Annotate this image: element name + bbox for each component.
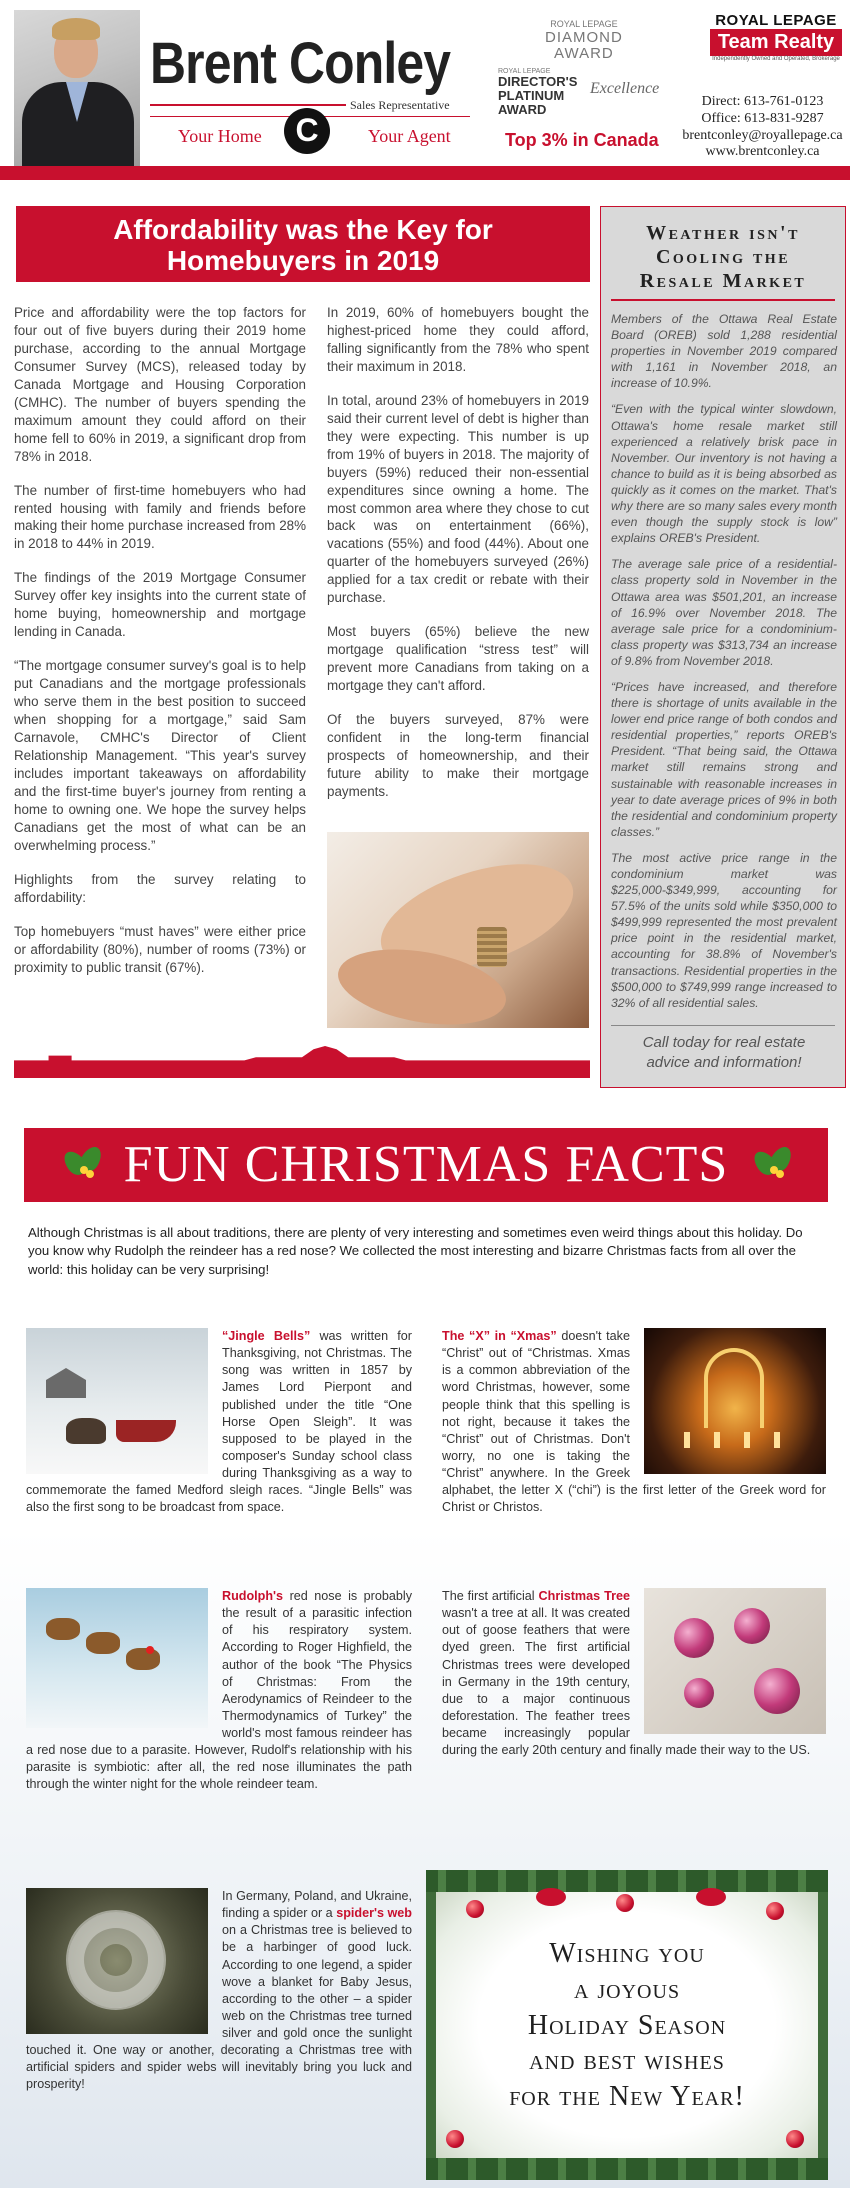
diamond-award-title: DIAMOND (545, 28, 623, 46)
sidebar-paragraph: “Prices have increased, and therefore there is shortage of units available in the lower end price range of both condos and residential properties,” reports OREB's President. “That being said, the Ottawa market still remains strong and sustainable with reasonable increases in year to date average prices of 9% in both the residential and condominium property classes.” (611, 679, 837, 839)
ornament-icon (446, 2130, 464, 2148)
sidebar-divider (611, 299, 835, 301)
agent-photo (14, 10, 140, 166)
fact-highlight: “Jingle Bells” (222, 1329, 311, 1343)
agent-title: Sales Representative (350, 98, 450, 112)
bow-icon (696, 1888, 726, 1906)
platinum-award-line2: PLATINUM (498, 87, 565, 103)
sidebar-title-line1: Weather isn't (646, 222, 800, 244)
platinum-award-line1: DIRECTOR'S (498, 74, 578, 90)
spider-web-ornament-photo (26, 1888, 208, 2034)
diamond-award-small: ROYAL LEPAGE (550, 19, 618, 29)
excellence-award: Excellence (590, 80, 660, 97)
article-title-line1: Affordability was the Key for (113, 214, 493, 245)
greeting-text (456, 1936, 798, 2115)
article-paragraph: In 2019, 60% of homebuyers bought the highest-priced home they could afford, falling significantly from the 78% who spent their maximum in 2018. (327, 305, 589, 374)
church-candles-photo (644, 1328, 826, 1474)
sidebar-box (600, 206, 846, 1088)
ornaments-photo (644, 1588, 826, 1734)
article-section (0, 180, 850, 1090)
article-title (16, 206, 590, 282)
greeting-line2: a joyous (573, 1973, 681, 2005)
article-column-1 (14, 304, 306, 992)
sidebar-title (601, 221, 845, 293)
article-paragraph: Most buyers (65%) believe the new mortgage qualification “stress test” will prevent more Canadians from taking on a mortgage they can't afford. (327, 624, 589, 694)
direct-label: Direct: (701, 94, 741, 109)
article-paragraph: The number of first-time homebuyers who had rented housing with family and friends before making their home purchase increased from 28% in 2018 to 44% in 2019. (14, 482, 306, 552)
website-link[interactable]: www.brentconley.ca (705, 144, 820, 160)
article-paragraph: In total, around 23% of homebuyers in 2019 said their current level of debt is higher than they were expecting. This number is up from 19% of buyers in 2018. The majority of buyers (59%) reduced their non-essential expenditures since owning a home. The most common area where they chose to cut back was on entertainment (66%), vacations (55%) and food (44%). About one quarter of the homebuyers surveyed (26%) applied for a tax credit or rebate with their purchase. (327, 392, 589, 606)
holly-icon (64, 1144, 104, 1184)
brokerage-logo (710, 12, 842, 62)
office-phone[interactable]: 613-831-9287 (744, 110, 824, 126)
agent-logo-icon: C (284, 108, 330, 154)
fact-text: red nose is probably the result of a parasitic infection of his respiratory system. According to Roger Highfield, the author of the book “The Physics of Christmas: From the Aerodynamics of Reindeer to the Thermodynamics of Turkey” the world's most famous reindeer has a red nose due to a parasite. However, Rudolf's relationship with his parasite is symbiotic: after all, the red nose illuminates the path through the winter night for the whole reindeer team. (26, 1589, 412, 1792)
sidebar-paragraph: “Even with the typical winter slowdown, Ottawa's home resale market still experienced a relatively brisk pace in November. Our inventory is not having a chance to build as it is being absorbed as quickly as it comes on the market. That's why there are so many sales every month even though the supply stock is low” explains OREB's President. (611, 402, 837, 546)
greeting-line4: and best wishes (529, 2045, 725, 2077)
direct-phone[interactable]: 613-761-0123 (744, 94, 824, 109)
sleigh-painting (26, 1328, 208, 1474)
platinum-award (498, 68, 577, 116)
fact-xmas (442, 1328, 826, 1516)
bow-icon (536, 1888, 566, 1906)
christmas-banner (24, 1128, 828, 1202)
top-rank: Top 3% in Canada (505, 130, 659, 150)
fact-christmas-tree (442, 1588, 826, 1759)
brokerage-sub: Independently Owned and Operated, Brokerage (712, 56, 840, 62)
fact-highlight: spider's web (336, 1906, 412, 1921)
christmas-section (0, 1090, 850, 2188)
garland-bottom (426, 2158, 828, 2180)
platinum-award-small: ROYAL LEPAGE (498, 68, 551, 75)
christmas-title: FUN CHRISTMAS FACTS (123, 1136, 729, 1193)
greeting-line1: Wishing you (549, 1938, 705, 1969)
ornament-icon (786, 2130, 804, 2148)
ornament-icon (466, 1900, 484, 1918)
disclaimer: Not intended to solicit properties currently listed for sale. (380, 1078, 567, 1087)
reindeer-illustration (26, 1588, 208, 1728)
article-paragraph: Highlights from the survey relating to affordability: (14, 871, 306, 905)
fact-rudolph (26, 1588, 412, 1794)
ornament-icon (766, 1902, 784, 1920)
fact-text: The first artificial (442, 1589, 539, 1603)
christmas-intro: Although Christmas is all about traditions, there are plenty of very interesting and sometimes even weird things about this holiday. Do you know why Rudolph the reindeer has a red nose? We collected the most interesting and bizarre Christmas facts from all over the world: this holiday can be very surprising! (28, 1225, 803, 1277)
article-paragraph: Price and affordability were the top factors for four out of five buyers during their 2019 home purchase, according to the annual Mortgage Consumer Survey (MCS), released today by Canada Mortgage and Housing Corporation (CMHC). The number of buyers spending the maximum amount they could afford on their home fell to 60% in 2019, a significant drop from 78% in 2018. (14, 305, 306, 464)
fact-highlight: Rudolph's (222, 1589, 284, 1603)
tagline-right: Your Agent (368, 126, 451, 146)
ornament-icon (616, 1894, 634, 1912)
fact-highlight: The “X” in “Xmas” (442, 1329, 557, 1343)
fact-text: was written for Thanksgiving, not Christmas. The song was written in 1857 by James Lord Pierpont and published under the title “One Horse Open Sleigh”. It was supposed to be played in the composer's Sunday school class during Thanksgiving as a way to commemorate the famed Medford sleigh races. “Jingle Bells” was also the first song to be broadcast from space. (26, 1329, 412, 1515)
fact-text: on a Christmas tree is believed to be a harbinger of good luck. According to one legend, a spider wove a blanket for Baby Jesus, according to the other – a spider web on the Christmas tree turned silver and gold once the sunlight touched it. One way or another, decorating a Christmas tree with artificial spiders and spider webs will inevitably bring you luck and prosperity! (26, 1923, 412, 2092)
fact-spider-web (26, 1888, 412, 2094)
call-line2: advice and information! (646, 1053, 802, 1071)
header-bar (0, 166, 850, 180)
office-label: Office: (701, 110, 741, 126)
garland-top (426, 1870, 828, 1892)
fact-text: wasn't a tree at all. It was created out of goose feathers that were dyed green. The first artificial Christmas trees were developed in Germany in the 19th century, due to a major continuous deforestation. The feather trees became increasingly popular during the early 20th century and finally made their way to the US. (442, 1606, 811, 1758)
diamond-award-sub: AWARD (554, 45, 614, 63)
fact-text: doesn't take “Christ” out of “Christmas. Xmas is a common abbreviation of the word Christmas, however, some people think that this spelling is not right, because it takes the “Christ” out of Christmas. Don't worry, no one is taking the “Christ” anywhere. In the Greek alphabet, the letter X (“chi”) is the first letter of the Greek word for Christ or Christos. (442, 1329, 826, 1515)
diamond-award (545, 20, 623, 63)
fact-text: In Germany, Poland, and Ukraine, finding a spider or a (222, 1889, 412, 1921)
brokerage-team: Team Realty (710, 29, 842, 56)
article-column-2 (327, 304, 589, 817)
fact-jingle-bells (26, 1328, 412, 1516)
greeting-line3: Holiday Season (527, 2009, 727, 2041)
sidebar-divider-2 (611, 1025, 835, 1026)
holiday-greeting-card (426, 1870, 828, 2180)
brokerage-name: ROYAL LEPAGE (715, 12, 837, 29)
sidebar-call-to-action (611, 1033, 837, 1072)
article-paragraph: The findings of the 2019 Mortgage Consumer Survey offer key insights into the current state of home buying, homeownership and mortgage lending in Canada. (14, 570, 306, 640)
email-link[interactable]: brentconley@royallepage.ca (682, 127, 843, 143)
sidebar-title-line2: Cooling the (655, 246, 791, 268)
article-title-line2: Homebuyers in 2019 (166, 245, 440, 277)
platinum-award-line3: AWARD (498, 101, 547, 117)
sidebar-paragraph: The most active price range in the condominium market was $225,000-$349,999, accounting for 57.5% of the units sold while $350,000 to $499,999 represented the most prevalent price point in the residential market, accounting for 38.8% of November's transactions. Residential properties in the $500,000 to $749,999 range increased to 32% of all residential sales. (611, 850, 837, 1010)
article-paragraph: Top homebuyers “must haves” were either price or affordability (80%), number of rooms (73%) or proximity to public transit (67%). (14, 923, 306, 975)
coins-in-hand-photo (327, 832, 589, 1028)
article-paragraph: Of the buyers surveyed, 87% were confident in the long-term financial prospects of homeownership, and their future ability to make their mortgage payments. (327, 712, 589, 799)
sidebar-paragraph: Members of the Ottawa Real Estate Board (OREB) sold 1,288 residential properties in November 2019 compared with 1,161 in November 2018, an increase of 10.9%. (611, 312, 837, 391)
agent-name: Brent Conley (150, 31, 451, 96)
sidebar-title-line3: Resale Market (639, 270, 807, 292)
fact-highlight: Christmas Tree (538, 1589, 630, 1603)
tagline-left: Your Home (178, 126, 262, 146)
holly-icon (754, 1144, 794, 1184)
article-paragraph: “The mortgage consumer survey's goal is to help put Canadians and the mortgage professionals who serve them in the best position to succeed when shopping for a mortgage,” said Sam Carnavole, CMHC's Director of Client Relationship Management. “This year's survey includes important takeaways on affordability and the first-time buyer's journey from renting a home to owning one. We hope the survey helps Canadians get the most of what can be an overwhelming process.” (14, 658, 306, 853)
sidebar-paragraph: The average sale price of a residential-class property sold in November in the Ottawa area was $501,201, an increase of 16.9% over November 2018. The average sale price for a condominium-class property was $313,734 an increase of 9.8% from November 2018. (611, 557, 837, 668)
call-line1: Call today for real estate (642, 1034, 806, 1051)
contact-info (680, 94, 845, 161)
sidebar-body (611, 311, 837, 1021)
header (0, 0, 850, 170)
greeting-line5: for the New Year! (509, 2081, 745, 2113)
skyline-graphic (14, 1046, 590, 1078)
header-rule-left (150, 104, 346, 106)
